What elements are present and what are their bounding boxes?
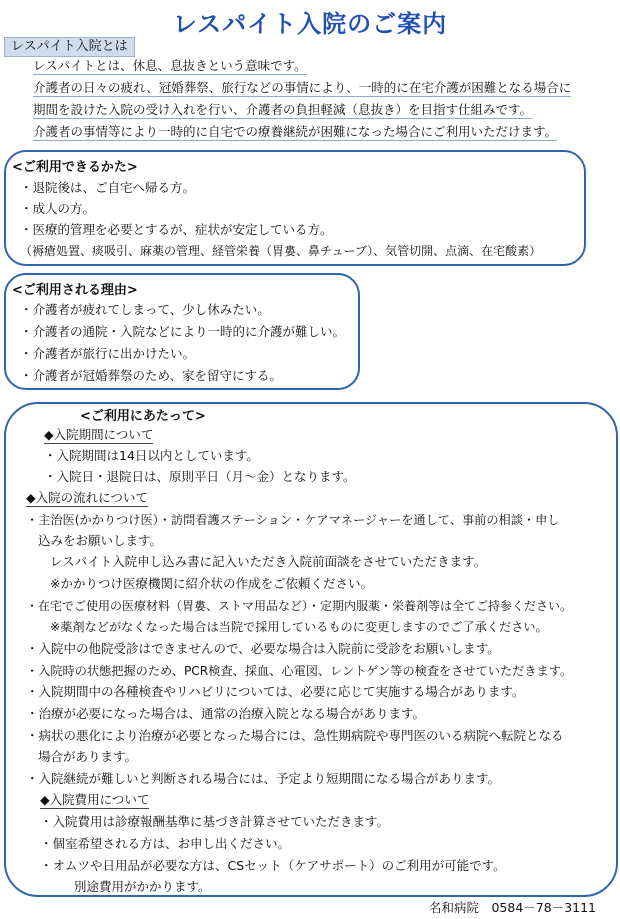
period-heading: ◆入院期間について [44,427,154,442]
flow-item: ・入院時の状態把握のため、PCR検査、採血、心電図、レントゲン等の検査をさせていただきます。 [26,664,573,678]
flow-item: ・在宅でご使用の医療材料（胃婁、ストマ用品など）・定期内服薬・栄養剤等は全てご持参ください。 [26,599,573,613]
reason-item: ・介護者が冠婚葬祭のため、家を留守にする。 [20,368,283,383]
cost-item: ・オムツや日用品が必要な方は、CSセット（ケアサポート）のご利用が可能です。 [40,858,506,873]
flow-item: ・入院中の他院受診はできませんので、必要な場合は入院前に受診をお願いします。 [26,641,500,656]
cost-heading: ◆入院費用について [40,792,150,807]
intro-line: 介護者の日々の疲れ、冠婚葬祭、旅行などの事情により、一時的に在宅介護が困難となる場合に [33,80,572,95]
eligible-item: ・医療的管理を必要とするが、症状が安定している方。 [20,222,333,237]
cost-item: ・入院費用は診療報酬基準に基づき計算させていただきます。 [40,814,390,829]
flow-item: ※薬剤などがなくなった場合は当院で採用しているものに変更しますのでご了承ください。 [50,620,548,634]
reason-item: ・介護者が疲れてしまって、少し休みたい。 [20,302,270,317]
flow-item: ・病状の悪化により治療が必要となった場合には、急性期病院や専門医のいる病院へ転院となる [26,728,564,743]
flow-heading: ◆入院の流れについて [26,490,148,505]
flow-item: 込みをお願いします。 [38,533,163,548]
usage-title: <ご利用にあたって> [80,409,206,424]
flow-item: レスパイト入院申し込み書に記入いただき入院前面談をさせていただきます。 [50,554,487,569]
flow-item: ・治療が必要になった場合は、通常の治療入院となる場合があります。 [26,706,426,721]
cost-item: 別途費用がかかります。 [74,879,211,894]
eligible-item: ・成人の方。 [20,201,96,216]
eligible-item: ・退院後は、ご自宅へ帰る方。 [20,180,196,195]
flow-item: ・主治医(かかりつけ医）・訪問看護ステーション・ケアマネージャーを通して、事前の相談・申し [26,513,560,527]
intro-heading: レスパイト入院とは [4,37,135,57]
intro-line: 介護者の事情等により一時的に自宅での療養継続が困難になった場合にご利用いただけます。 [33,124,558,139]
cost-item: ・個室希望される方は、お申し出ください。 [40,836,291,851]
reason-item: ・介護者が旅行に出かけたい。 [20,346,196,361]
flow-item: 場合があります。 [38,749,138,764]
hospital-contact: 名和病院 0584－78－3111 [428,900,596,915]
eligible-title: <ご利用できるかた> [12,160,138,175]
flow-item: ・入院継続が難しいと判断される場合には、予定より短期間になる場合があります。 [26,771,501,786]
eligible-item: （褥瘡処置、痰吸引、麻薬の管理、経管栄養（胃婁、鼻チューブ）、気管切開、点滴、在宅酸素） [20,244,542,258]
period-item: ・入院日・退院日は、原則平日（月～金）となります。 [44,469,356,484]
intro-line: レスパイトとは、休息、息抜きという意味です。 [33,58,307,73]
flow-item: ・入院期間中の各種検査やリハビリについては、必要に応じて実施する場合があります。 [26,684,525,699]
reason-item: ・介護者の通院・入院などにより一時的に介護が難しい。 [20,324,346,339]
flow-item: ※かかりつけ医療機関に紹介状の作成をご依頼ください。 [50,576,373,591]
period-item: ・入院期間は14日以内としています。 [44,448,259,463]
reasons-title: <ご利用される理由> [12,283,138,298]
page-title: レスパイト入院のご案内 [172,10,448,38]
intro-line: 期間を設けた入院の受け入れを行い、介護者の負担軽減（息抜き）を目指す仕組みです。 [33,102,533,117]
